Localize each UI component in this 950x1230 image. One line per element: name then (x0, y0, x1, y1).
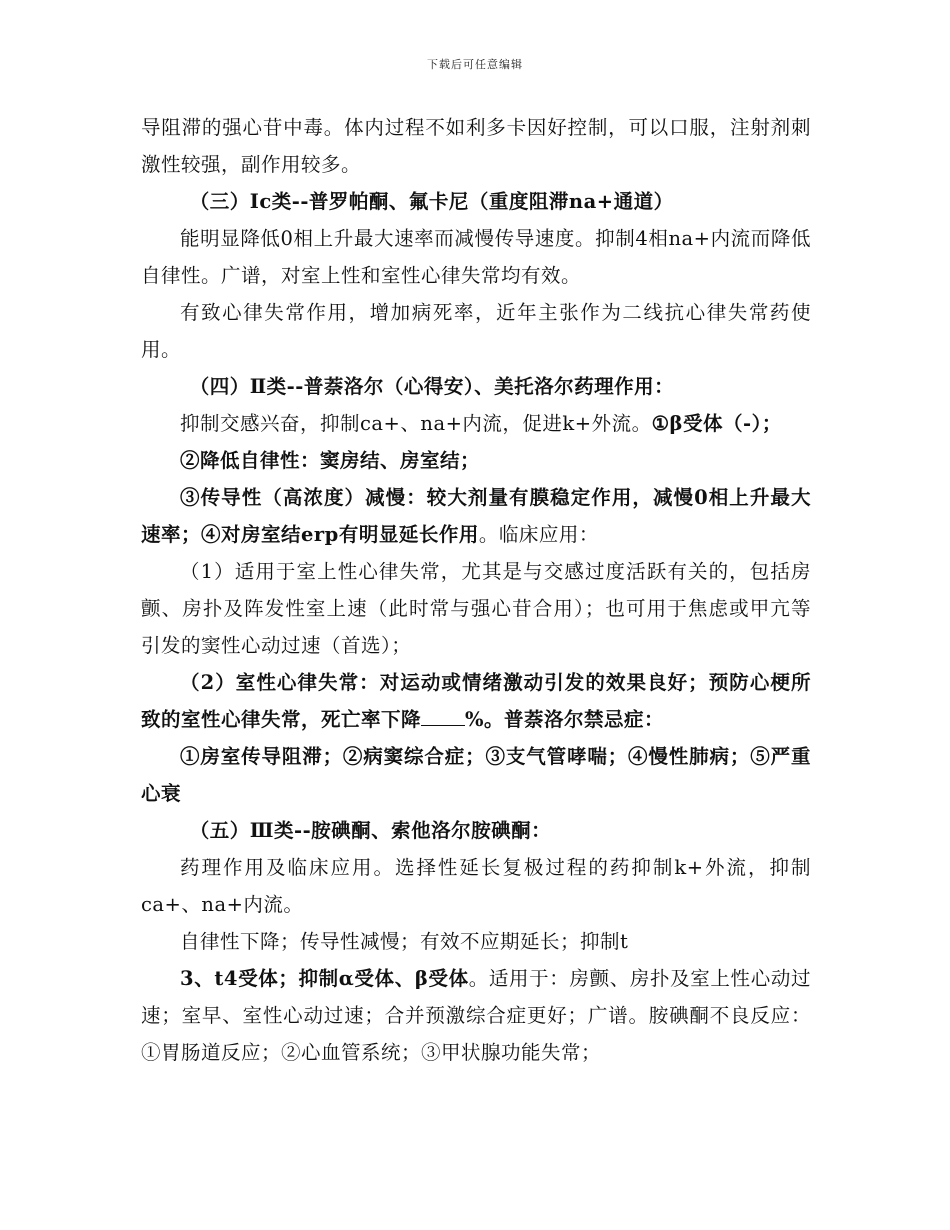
page-header: 下载后可任意编辑 (427, 58, 523, 71)
paragraph-continuation: 导阻滞的强心苷中毒。体内过程不如利多卡因好控制，可以口服，注射剂刺激性较强，副作用较多。 (141, 116, 811, 176)
paragraph-contraindications: ①房室传导阻滞；②病窦综合症；③支气管哮喘；④慢性肺病；⑤严重心衰 (141, 745, 811, 805)
paragraph-conduction (141, 479, 811, 553)
section-heading-class-iii: （五）Ⅲ类--胺碘酮、索他洛尔胺碘酮： (189, 819, 552, 842)
document-body (141, 109, 811, 1071)
ventricular-text: （2）室性心律失常：对运动或情绪激动引发的效果良好；预防心梗所致的室性心律失常，死亡率下降 (141, 671, 811, 731)
paragraph-ii-mechanism (141, 405, 811, 442)
conduction-bold-text: ③传导性（高浓度）减慢：较大剂量有膜稳定作用，减慢0相上升最大速率；④对房室结erp有明显延长作用 (141, 486, 811, 546)
section-heading-class-ii: （四）Ⅱ类--普萘洛尔（心得安）、美托洛尔药理作用： (189, 375, 675, 398)
section-heading-class-ic: （三）Ⅰc类--普罗帕酮、氟卡尼（重度阻滞na+通道） (189, 190, 674, 213)
paragraph-iii-indications (141, 960, 811, 1071)
paragraph-ventricular (141, 664, 811, 738)
beta-receptor-text: ①β受体（-）； (651, 412, 782, 435)
blank-underline (421, 707, 465, 726)
paragraph-ic-adverse: 有致心律失常作用，增加病死率，近年主张作为二线抗心律失常药使用。 (141, 301, 811, 361)
contraindication-label: %。普萘洛尔禁忌症： (465, 708, 665, 731)
indications-text: 。适用于：房颤、房扑及室上性心动过速；室早、室性心动过速；合并预激综合症更好；广谱。胺碘酮不良反应：①胃肠道反应；②心血管系统；③甲状腺功能失常； (141, 967, 811, 1064)
receptor-bold-text: 3、t4受体；抑制α受体、β受体 (180, 967, 469, 990)
paragraph-automaticity: ②降低自律性：窦房结、房室结； (180, 449, 481, 472)
paragraph-ic-effects: 能明显降低0相上升最大速率而减慢传导速度。抑制4相na+内流而降低自律性。广谱，对室上性和室性心律失常均有效。 (141, 227, 811, 287)
mechanism-text: 抑制交感兴奋，抑制ca+、na+内流，促进k+外流。 (180, 412, 652, 435)
clinical-use-label: 。临床应用： (478, 523, 599, 546)
paragraph-iii-effects: 自律性下降；传导性减慢；有效不应期延长；抑制t (180, 930, 629, 953)
paragraph-supraventricular: （1）适用于室上性心律失常，尤其是与交感过度活跃有关的，包括房颤、房扑及阵发性室上速（此时常与强心苷合用）；也可用于焦虑或甲亢等引发的窦性心动过速（首选）； (141, 560, 811, 657)
paragraph-iii-pharmacology: 药理作用及临床应用。选择性延长复极过程的药抑制k+外流，抑制ca+、na+内流。 (141, 856, 811, 916)
